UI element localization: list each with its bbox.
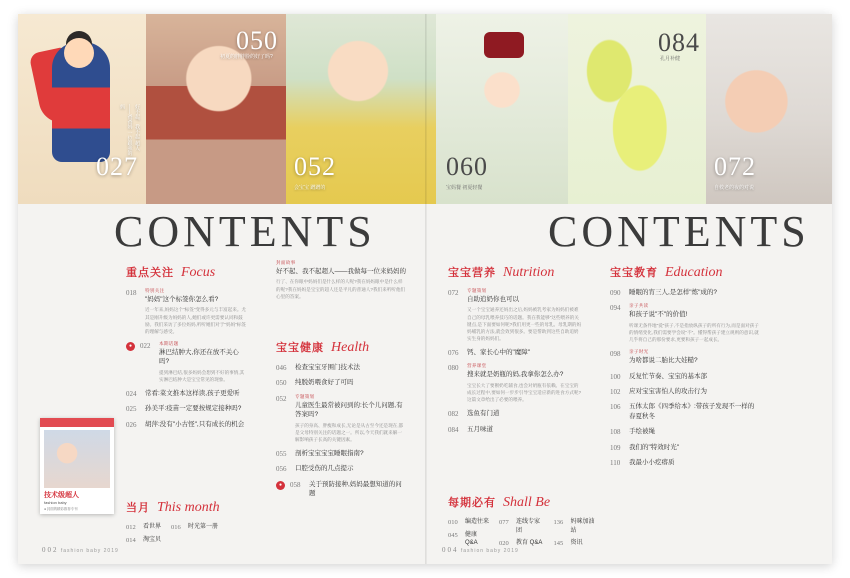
entry-kicker: 封面故事 <box>276 260 296 265</box>
entry-page-number: 045 <box>448 531 458 539</box>
toc-entry[interactable] <box>448 363 582 403</box>
photo-baby-girl-red-polkadot <box>146 14 286 204</box>
toc-entry[interactable] <box>610 372 760 381</box>
entry-page-number: 145 <box>553 540 564 548</box>
entry-kicker: 特别关注 <box>145 288 165 293</box>
entry-title: 五月味道 <box>467 425 493 433</box>
entry-page-number: 090 <box>610 289 621 297</box>
entry-page-number: 046 <box>276 364 287 372</box>
entry-title: 淘宝贝 <box>143 536 162 543</box>
entry-page-number: 110 <box>610 459 621 468</box>
entry-page-number: 016 <box>171 524 181 531</box>
entry-page-number: 025 <box>126 405 137 414</box>
entry-title: 口腔受伤的几点提示 <box>295 465 354 473</box>
photo-caption: 孔月补健 <box>660 56 681 62</box>
bullet-icon: ● <box>276 481 285 490</box>
footer-text-left: fashion baby 2019 <box>60 548 119 554</box>
footer-text-right: fashion baby 2019 <box>460 548 519 554</box>
entry-title: 剖析宝宝宝宝睡眠指南? <box>295 450 364 458</box>
entry-title: 为啥都说二胎比大娃糙? <box>629 357 698 365</box>
section-health <box>276 339 406 505</box>
entry-title: 连线专家团 <box>516 519 541 534</box>
toc-entry[interactable] <box>448 348 582 357</box>
section-heading-nutrition <box>448 264 582 281</box>
entry-title: 搜来就是奶瓶的妈,我拿你怎么办? <box>467 371 564 379</box>
section-title-en: Shall Be <box>503 495 551 510</box>
section-title-en: Health <box>331 340 370 355</box>
toc-entry[interactable] <box>126 523 161 532</box>
entry-page-number: 109 <box>610 443 621 452</box>
entry-kicker: 亲子共读 <box>629 303 649 309</box>
footer-right <box>442 546 519 554</box>
section-title-cn: 宝宝营养 <box>448 267 496 279</box>
entry-body: 听课无条件地"爱"孩子,不是指放纵孩子的所有行为,而是面对孩子的情绪变化,我们需要学会说"不"。懂得帮孩子建立规则的意识,就几乎将自己的那份要求,更要和孩子一起成长。 <box>629 322 759 343</box>
entry-page-number: 050 <box>276 379 287 388</box>
entry-title: 我们的"特效时光" <box>629 443 680 451</box>
toc-entry[interactable] <box>499 518 543 535</box>
entry-body: 宝宝长大了要断奶吃辅食,也会对奶瓶有依赖。在宝宝的成长过程中,要如何一步步引导宝宝适应新的进食方式呢?这篇文章给出了必要的喂养。 <box>467 382 582 403</box>
section-title-en: Focus <box>181 265 216 280</box>
toc-entry[interactable] <box>554 539 598 548</box>
entry-page-number: 010 <box>448 519 458 526</box>
toc-entry[interactable] <box>448 518 489 527</box>
cover-subtitle: fashion baby <box>44 500 67 505</box>
entry-page-number: 022 <box>140 341 151 350</box>
photo-number: 072 <box>714 152 756 181</box>
section-title-cn: 重点关注 <box>126 267 174 279</box>
section-focus <box>126 264 246 435</box>
section-title-cn: 宝宝教育 <box>610 267 658 279</box>
entry-kicker: 亲子时光 <box>629 349 649 355</box>
photo-number: 050 <box>236 26 278 55</box>
section-cover-story <box>276 260 406 306</box>
entry-title: 好不起、我不起超人——我做每一位来妈妈的 <box>276 268 406 275</box>
entry-body: 行了、在你眼中妈妈们是什么样的人呢?我在妈妈眼中是什么样的呢?我在妈妈是宝宝的超人还是平凡的普通人?我们来听听他们心里的答案。 <box>276 279 406 299</box>
entry-page-number: 014 <box>126 536 136 544</box>
entry-title: 儿童医生最常被问到的:长个儿问题,有答案吗? <box>295 401 403 419</box>
photo-girl-with-red-bag-on-head <box>436 14 568 204</box>
toc-entry[interactable] <box>126 420 246 429</box>
entry-title: 纯脱奶喂食好了可吗 <box>295 379 354 387</box>
photo-caption: 好不起、我不起 超人——爸爸妈 一位跟我的妈 <box>119 104 140 156</box>
toc-entry[interactable] <box>554 518 598 535</box>
entry-title: "妈妈"这个标签你怎么看? <box>145 296 219 303</box>
page-title-left: CONTENTS <box>114 207 376 256</box>
entry-page-number: 024 <box>126 389 137 398</box>
section-heading-focus <box>126 264 246 281</box>
entry-page-number: 108 <box>610 428 621 437</box>
toc-entry[interactable] <box>276 464 406 473</box>
toc-entry[interactable] <box>610 349 760 365</box>
toc-entry[interactable] <box>171 523 218 532</box>
entry-page-number: 094 <box>610 304 621 313</box>
section-title-cn: 当月 <box>126 502 150 514</box>
photo-number: 060 <box>446 152 488 181</box>
entry-kicker: 本期话题 <box>159 340 179 346</box>
entry-kicker: 专题策划 <box>467 288 487 293</box>
cover-footer: ● 封面的精彩推荐专刊 <box>44 507 78 511</box>
toc-entry-cover-story[interactable] <box>276 260 406 300</box>
entry-page-number: 106 <box>610 403 621 412</box>
entry-page-number: 100 <box>610 372 621 381</box>
cover-title: 技术级超人 <box>44 492 79 499</box>
toc-entry[interactable] <box>126 389 246 398</box>
photo-mother-kissing-newborn <box>706 14 832 204</box>
photo-superhero-mom-illustration <box>18 14 146 204</box>
entry-page-number: 052 <box>276 394 287 403</box>
entry-title: 孙美平:疫苗一定要按规定接种吗? <box>145 405 242 413</box>
entry-title: 检查宝宝牙围门技术法 <box>295 364 360 371</box>
entry-title: 应对宝宝害怕人的攻击行为 <box>629 388 707 396</box>
entry-page-number: 072 <box>448 289 459 297</box>
toc-entry[interactable] <box>448 425 582 434</box>
entry-title: 睡眠的宵三人,是怎样"炼"成的? <box>629 289 718 296</box>
section-shall-be <box>448 494 598 552</box>
entry-title: 我最小小疙瘩质 <box>629 459 675 467</box>
entry-title: 常看:菜文推本这样读,孩子更爱听 <box>145 389 240 397</box>
page-title-right: CONTENTS <box>548 207 810 256</box>
entry-title: 编造往来 <box>465 519 490 525</box>
entry-title: 五体太郎《四季给本》:带孩子发现不一样的春夏秋冬 <box>629 403 755 420</box>
section-title-cn: 每期必有 <box>448 497 496 509</box>
entry-title: 妈咪加油站 <box>570 519 595 534</box>
photo-caption: 宝妈餐 初夏轻餐 <box>446 184 483 191</box>
entry-page-number: 077 <box>499 519 509 526</box>
toc-entry[interactable] <box>610 427 760 436</box>
magazine-cover-thumbnail <box>40 418 114 514</box>
entry-page-number: 012 <box>126 524 136 531</box>
toc-entry[interactable] <box>126 341 246 383</box>
entry-page-number: 020 <box>499 540 509 548</box>
toc-entry[interactable] <box>276 449 406 458</box>
entry-title: 钙、家长心中的"魔障" <box>467 348 531 356</box>
toc-entry[interactable] <box>126 404 246 413</box>
section-heading-this-month <box>126 499 256 516</box>
section-nutrition <box>448 264 582 440</box>
entry-title: 反复忙节奏、宝宝的基本部 <box>629 372 707 380</box>
entry-body: 又一个宝宝通养还妈出之后,妈妈被乳考家为妈妈们被难自己的母乳喂养技巧的话题。我在我能够"这些喂养的关键点,是下面要如何呢?我们用更一些的母乳。母乳期的妈妈哺乳的方法,就会效到很多。要是帮助到这些自助追奶实生身的妈妈们。 <box>467 307 582 341</box>
spread-gutter <box>425 14 427 564</box>
entry-title: 选鱼有门道 <box>467 410 500 418</box>
page-number-right: 004 <box>442 546 459 554</box>
toc-entry[interactable] <box>126 536 161 545</box>
entry-title: 关于预防接种,妈妈最想知道的问题 <box>309 480 402 498</box>
section-heading-health <box>276 339 406 356</box>
toc-entry[interactable] <box>126 288 246 335</box>
entry-title: 看世界 <box>143 524 162 530</box>
section-title-en: This month <box>157 500 220 515</box>
entry-title: 淋巴结肿大,你还在放不关心吗? <box>159 348 239 366</box>
toc-entry[interactable] <box>610 458 760 467</box>
toc-entry[interactable] <box>448 288 582 342</box>
photo-caption: 自救老的夜的对说 <box>714 184 755 191</box>
entry-page-number: 076 <box>448 348 459 357</box>
section-heading-education <box>610 264 760 281</box>
toc-entry[interactable] <box>276 363 406 372</box>
entry-body: 提到淋巴结,很多妈妈会想到不好的事情,其实淋巴结肿大是宝宝常见的现象。 <box>159 369 245 382</box>
entry-page-number: 082 <box>448 410 459 419</box>
photo-baby-boy-yellow-background <box>286 14 436 204</box>
entry-title: 时光第一册 <box>188 524 219 530</box>
photo-caption: 初夏的胖胖脸的好了吗? <box>220 54 273 60</box>
toc-entry[interactable] <box>610 288 760 297</box>
toc-entry[interactable] <box>276 378 406 387</box>
toc-entry[interactable] <box>610 443 760 452</box>
toc-entry[interactable] <box>276 480 406 499</box>
entry-title: 胡萍:没有"小古怪",只有成长的机会 <box>145 420 245 428</box>
toc-entry[interactable] <box>610 402 760 421</box>
entry-title: 教育 Q&A <box>516 540 543 547</box>
toc-entry[interactable] <box>448 409 582 418</box>
section-this-month <box>126 499 256 548</box>
entry-title: 健康 Q&A <box>465 531 478 547</box>
entry-page-number: 058 <box>290 480 301 489</box>
entry-page-number: 018 <box>126 289 137 297</box>
page-number-left: 002 <box>42 546 59 554</box>
entry-page-number: 026 <box>126 420 137 429</box>
toc-entry[interactable] <box>276 394 406 443</box>
entry-title: 手绘被绳 <box>629 428 655 436</box>
section-title-cn: 宝宝健康 <box>276 342 324 354</box>
entry-page-number: 056 <box>276 465 287 474</box>
footer-left <box>42 546 119 554</box>
toc-entry[interactable] <box>610 303 760 343</box>
photo-salad-plate-food <box>568 14 706 204</box>
bullet-icon: ● <box>126 342 135 351</box>
entry-title: 自助追奶你也可以 <box>467 296 519 303</box>
section-education <box>610 264 760 474</box>
photo-number: 052 <box>294 152 336 181</box>
photo-caption: 会宝宝 蹭蹭的 <box>294 184 326 191</box>
entry-page-number: 055 <box>276 450 287 459</box>
section-heading-shall-be <box>448 494 598 511</box>
entry-kicker: 营养课堂 <box>467 363 487 369</box>
toc-entry[interactable] <box>610 387 760 396</box>
entry-title: 和孩子说"不"的价值! <box>629 311 688 319</box>
spread <box>18 14 832 564</box>
photo-number: 084 <box>658 28 700 57</box>
entry-page-number: 080 <box>448 364 459 373</box>
entry-page-number: 136 <box>553 519 564 526</box>
entry-page-number: 102 <box>610 388 621 397</box>
entry-body: 孩子的身高、胖瘦和成长,无论是从古至今还是现在,都是父母特别关注的话题之一。所以,今天我们就来解一解影响孩子长高的关键因素。 <box>295 422 404 442</box>
photo-number: 027 <box>96 152 138 181</box>
entry-body: 近一年来,妈妈这个"标签"变得多元与丰富起来。尤其是刚升级为妈妈的人,她们或许更需要认同和鼓励。我们采访了多位妈妈,听听她们对于"妈妈"标签的理解与感受。 <box>145 307 247 334</box>
section-title-en: Education <box>665 265 723 280</box>
section-title-en: Nutrition <box>503 265 555 280</box>
entry-page-number: 098 <box>610 350 621 359</box>
entry-kicker: 专题策划 <box>295 393 315 399</box>
entry-title: 资讯 <box>570 540 583 547</box>
entry-page-number: 084 <box>448 425 459 434</box>
